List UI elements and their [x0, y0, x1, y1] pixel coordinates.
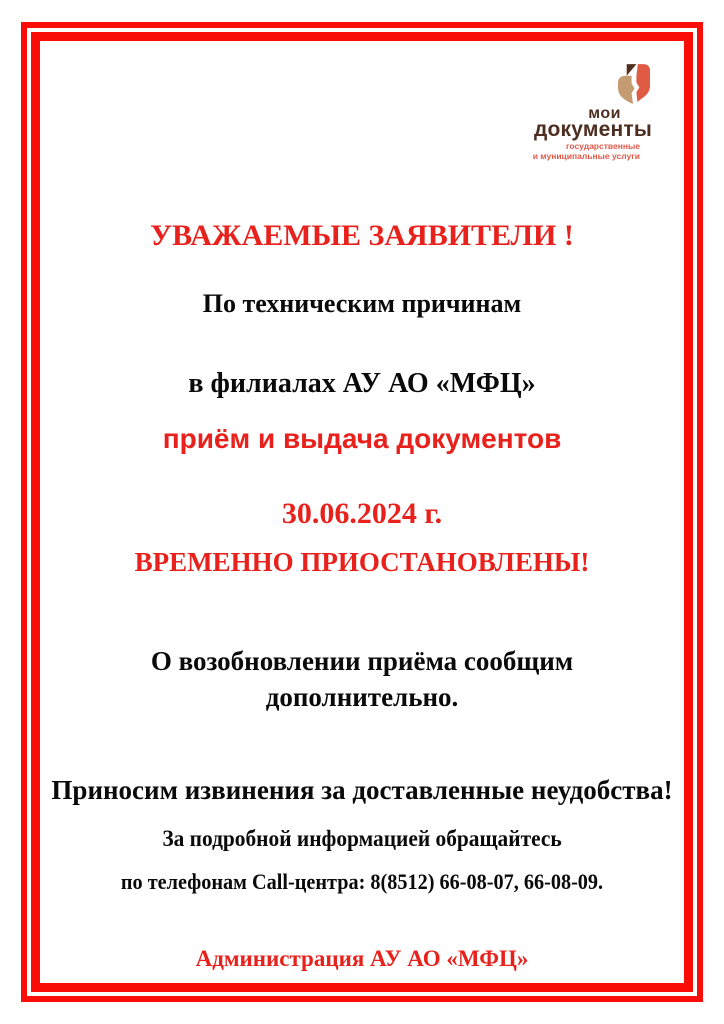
logo-brand-top: мои	[588, 105, 621, 122]
logo-brand-bottom: документы	[534, 118, 652, 141]
notice-branches-line: в филиалах АУ АО «МФЦ»	[188, 368, 536, 399]
moi-dokumenty-logo	[513, 60, 665, 165]
notice-resume-line1: О возобновлении приёма сообщим	[150, 646, 574, 676]
notice-phones-line: по телефонам Call-центра: 8(8512) 66-08-07, 66-08-09.	[120, 869, 604, 894]
notice-signature: Администрация АУ АО «МФЦ»	[195, 946, 529, 971]
notice-resume-line2: дополнительно.	[265, 682, 459, 712]
logo-tagline	[533, 142, 640, 162]
notice-services-line: приём и выдача документов	[162, 423, 562, 454]
notice-date: 30.06.2024 г.	[281, 497, 443, 530]
moi-dokumenty-logo-icon	[617, 62, 651, 106]
notice-apology-line: Приносим извинения за доставленные неудобства!	[51, 775, 673, 805]
notice-suspended-line: ВРЕМЕННО ПРИОСТАНОВЛЕНЫ!	[134, 547, 590, 577]
logo-tagline-line2: и муниципальные услуги	[532, 150, 640, 161]
notice-info-line: За подробной информацией обращайтесь	[162, 826, 562, 851]
notice-heading: УВАЖАЕМЫЕ ЗАЯВИТЕЛИ !	[150, 219, 574, 252]
logo-tagline-line1: государственные	[565, 141, 640, 151]
notice-resume-block	[44, 643, 680, 715]
notice-reason-line: По техническим причинам	[202, 289, 522, 318]
